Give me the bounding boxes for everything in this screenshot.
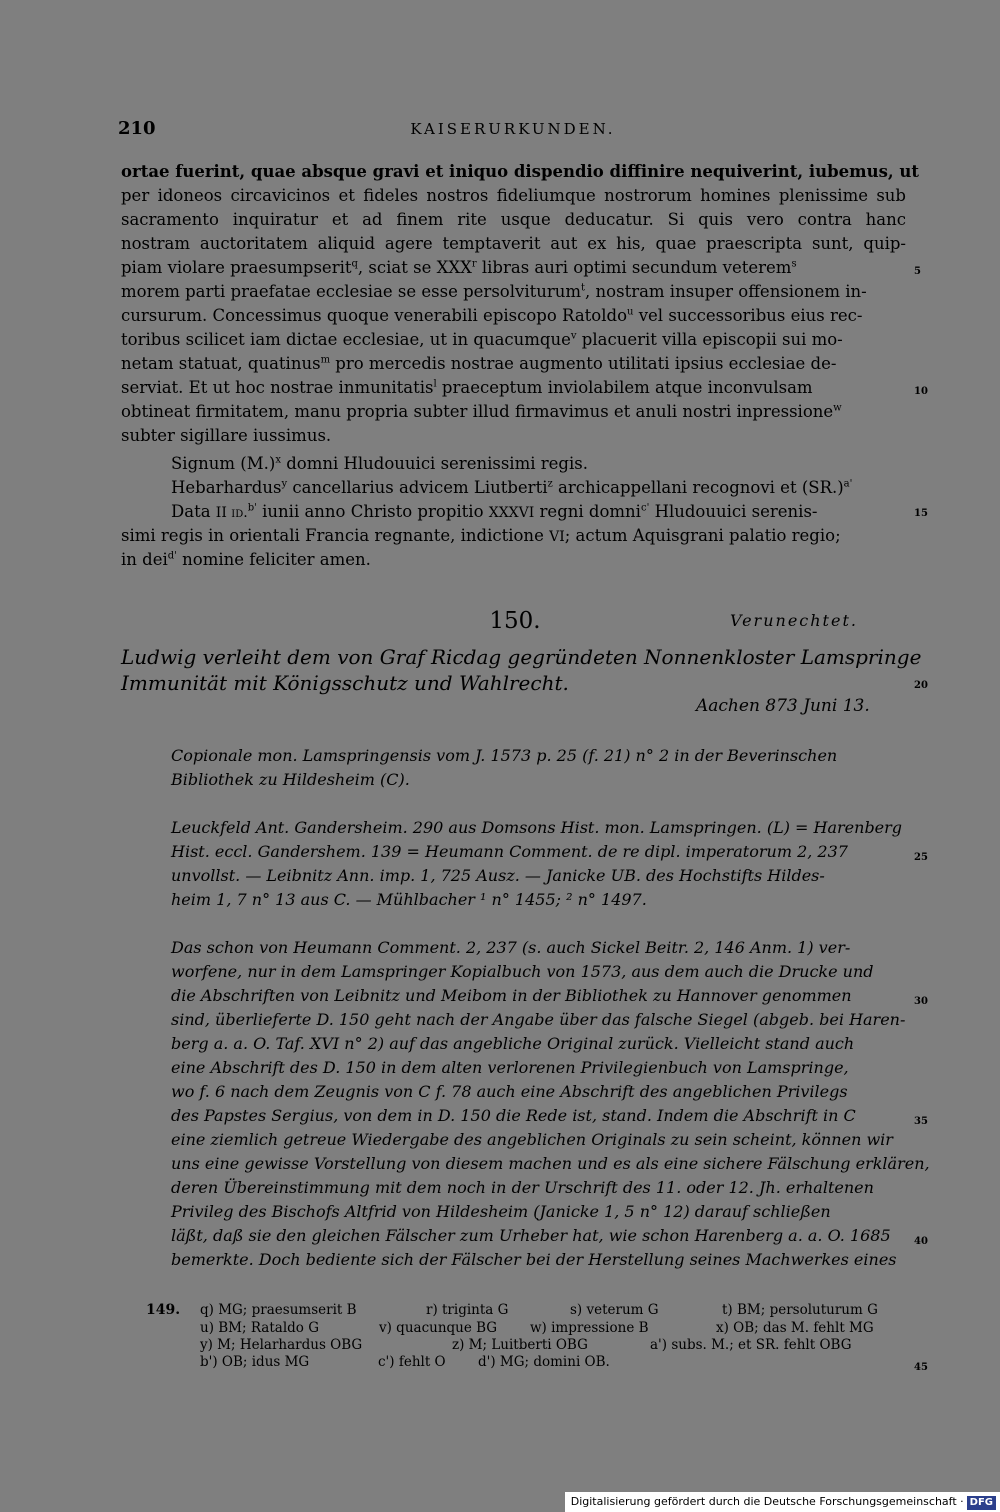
footnote-mark: m [320, 354, 331, 366]
text-fragment: simi regis in orientali Francia regnante, indictione [121, 526, 544, 545]
text-fragment: archicappellani recognovi et (SR.) [558, 478, 844, 497]
regest-line: Immunität mit Königsschutz und Wahlrecht. [121, 671, 569, 695]
dfg-logo: DFG [967, 1496, 996, 1510]
text-fragment: sciat se XXX [368, 258, 472, 277]
text-fragment: nomine feliciter amen. [182, 550, 371, 569]
footnote: s) veterum G [570, 1302, 659, 1318]
footnote-mark: u [627, 306, 634, 318]
footnote: r) triginta G [426, 1302, 509, 1318]
footnote: c') fehlt O [378, 1354, 446, 1370]
footnote-mark: y [281, 478, 288, 490]
text-fragment: cursurum. Concessimus quoque venerabili episcopo Ratoldo [121, 306, 628, 325]
footnote: v) quacunque BG [379, 1320, 498, 1336]
footnote-mark: c' [640, 502, 650, 514]
commentary-line: eine Abschrift des D. 150 in dem alten verlorenen Privilegienbuch von Lamspringe, [171, 1058, 849, 1077]
text-fragment: regni domni [539, 502, 641, 521]
text-line [121, 352, 906, 376]
text-line [121, 304, 906, 328]
line-number: 20 [914, 680, 928, 691]
commentary-line: Das schon von Heumann Comment. 2, 237 (s. auch Sickel Beitr. 2, 146 Anm. 1) ver- [171, 938, 851, 957]
text-fragment: cancellarius advicem Liutberti [292, 478, 548, 497]
text-fragment: placuerit villa episcopii sui mo- [581, 330, 843, 349]
footnote: d') MG; domini OB. [478, 1354, 610, 1370]
text-fragment: VI [549, 529, 565, 545]
commentary-line: die Abschriften von Leibnitz und Meibom in der Bibliothek zu Hannover genommen [171, 986, 852, 1005]
text-line [121, 328, 906, 352]
line-number: 30 [914, 996, 928, 1007]
text-line [121, 376, 906, 400]
line-number: 10 [914, 386, 928, 397]
footnote: u) BM; Rataldo G [200, 1320, 319, 1336]
text-fragment: ; actum Aquisgrani palatio regio; [564, 526, 841, 545]
line-number: 25 [914, 852, 928, 863]
text-fragment: Hebarhardus [171, 478, 282, 497]
commentary-line: sind, überlieferte D. 150 geht nach der Angabe über das falsche Siegel (abgeb. bei Haren- [171, 1010, 906, 1029]
line-number: 35 [914, 1116, 928, 1127]
footnote-mark: d' [167, 550, 177, 562]
footnote: w) impressione B [530, 1320, 649, 1336]
source-line: Bibliothek zu Hildesheim (C). [171, 770, 410, 789]
document-status: Verunechtet. [730, 611, 858, 630]
footnote: t) BM; persoluturum G [722, 1302, 878, 1318]
text-fragment: vel successoribus eius rec- [638, 306, 863, 325]
commentary-line: bemerkte. Doch bediente sich der Fälscher bei der Herstellung seines Machwerkes eines [171, 1250, 897, 1269]
line-number: 5 [914, 266, 921, 277]
text-fragment: morem parti praefatae ecclesiae se esse persolviturum [121, 282, 582, 301]
text-line [171, 500, 906, 525]
text-fragment: obtineat firmitatem, manu propria subter illud firmavimus et anuli nostri inpressione [121, 402, 834, 421]
footnote-mark: z [547, 478, 553, 490]
text-line [171, 452, 906, 476]
footnote-mark: b' [247, 502, 257, 514]
commentary-line: eine ziemlich getreue Wiedergabe des angeblichen Originals zu sein scheint, können wir [171, 1130, 893, 1149]
footnote-doc-number: 149. [146, 1302, 181, 1318]
page-number: 210 [118, 118, 156, 139]
commentary-line: uns eine gewisse Vorstellung von diesem machen und es als eine sichere Fälschung erklären, [171, 1154, 930, 1173]
text-line [171, 476, 906, 500]
footnote: x) OB; das M. fehlt MG [716, 1320, 874, 1336]
text-line: piam violare praesumpserit$^q$, sciat se XXX$^r$ libras auri optimi secundum veterem$^s$ [121, 258, 797, 277]
footnote: z) M; Luitberti OBG [452, 1337, 588, 1353]
commentary-line: des Papstes Sergius, von dem in D. 150 die Rede ist, stand. Indem die Abschrift in C [171, 1106, 856, 1125]
source-line: unvollst. — Leibnitz Ann. imp. 1, 725 Ausz. — Janicke UB. des Hochstifts Hildes- [171, 866, 825, 885]
text-fragment: iunii anno Christo propitio [262, 502, 484, 521]
text-fragment: praeceptum inviolabilem atque inconvulsam [441, 378, 813, 397]
regest-line: Ludwig verleiht dem von Graf Ricdag gegründeten Nonnenkloster Lamspringe [121, 645, 922, 669]
commentary-line: berg a. a. O. Taf. XVI n° 2) auf das angebliche Original zurück. Vielleicht stand auch [171, 1034, 855, 1053]
source-line: Leuckfeld Ant. Gandersheim. 290 aus Domsons Hist. mon. Lamspringen. (L) = Harenberg [171, 818, 903, 837]
text-fragment: piam violare praesumpserit [121, 258, 352, 277]
footnote: y) M; Helarhardus OBG [200, 1337, 363, 1353]
text-fragment: Data [171, 502, 211, 521]
footnote-mark: r [471, 258, 477, 270]
running-title: KAISERURKUNDEN. [410, 120, 616, 138]
text-fragment: toribus scilicet iam dictae ecclesiae, ut in quacumque [121, 330, 571, 349]
footnote-mark: s [791, 258, 797, 270]
footnote-mark: w [833, 402, 842, 414]
footnote-mark: v [570, 330, 577, 342]
document-number: 150. [489, 608, 541, 634]
footnote-mark: t [581, 282, 586, 294]
source-line: heim 1, 7 n° 13 aus C. — Mühlbacher ¹ n° 1455; ² n° 1497. [171, 890, 647, 909]
commentary-line: wo f. 6 nach dem Zeugnis von C f. 78 auch eine Abschrift des angeblichen Privilegs [171, 1082, 848, 1101]
commentary-line: worfene, nur in dem Lamspringer Kopialbuch von 1573, aus dem auch die Drucke und [171, 962, 874, 981]
text-line: per idoneos circavicinos et fideles nostros fideliumque nostrorum homines plenissime sub [121, 186, 906, 205]
text-line [121, 280, 906, 304]
text-line: nostram auctoritatem aliquid agere temptaverit aut ex his, quae praescripta sunt, quip- [121, 234, 906, 253]
text-fragment: XXXVI [488, 505, 535, 521]
page-header [118, 118, 908, 142]
text-line: ortae fuerint, quae absque gravi et iniquo dispendio diffinire nequiverint, iubemus, ut [121, 162, 919, 181]
footnote-mark: a' [843, 478, 853, 490]
text-line [121, 524, 906, 549]
text-line: subter sigillare iussimus. [121, 426, 332, 445]
text-line: sacramento inquiratur et ad finem rite usque deducatur. Si quis vero contra hanc [121, 210, 906, 229]
footnote-mark: x [275, 454, 281, 466]
text-fragment: netam statuat, quatinus [121, 354, 321, 373]
dfg-banner [565, 1492, 1000, 1512]
footnote: q) MG; praesumserit B [200, 1302, 357, 1318]
text-fragment: in dei [121, 550, 168, 569]
text-fragment: , nostram insuper offensionem in- [585, 282, 867, 301]
source-line: Hist. eccl. Gandershem. 139 = Heumann Comment. de re dipl. imperatorum 2, 237 [171, 842, 848, 861]
text-fragment: domni Hludouuici serenissimi regis. [286, 454, 588, 473]
commentary-line: Privileg des Bischofs Altfrid von Hildesheim (Janicke 1, 5 n° 12) darauf schließen [171, 1202, 831, 1221]
commentary-line: deren Übereinstimmung mit dem noch in der Urschrift des 11. oder 12. Jh. erhaltenen [171, 1178, 874, 1197]
text-line [121, 400, 906, 424]
text-fragment: Hludouuici serenis- [654, 502, 818, 521]
footnote-mark: l [433, 378, 437, 390]
footnote: a') subs. M.; et SR. fehlt OBG [650, 1337, 852, 1353]
text-fragment: II id. [215, 505, 248, 521]
text-line [121, 548, 906, 572]
line-number: 15 [914, 508, 928, 519]
banner-text: Digitalisierung gefördert durch die Deutsche Forschungsgemeinschaft · [570, 1495, 964, 1508]
line-number: 45 [914, 1362, 928, 1373]
line-number: 40 [914, 1236, 928, 1247]
text-fragment: Signum (M.) [171, 454, 276, 473]
commentary-line: läßt, daß sie den gleichen Fälscher zum Urheber hat, wie schon Harenberg a. a. O. 1685 [171, 1226, 891, 1245]
source-line: Copionale mon. Lamspringensis vom J. 1573 p. 25 (f. 21) n° 2 in der Beverinschen [171, 746, 838, 765]
footnote-mark: q [351, 258, 358, 270]
footnote: b') OB; idus MG [200, 1354, 310, 1370]
document-date: Aachen 873 Juni 13. [696, 696, 870, 716]
text-fragment: libras auri optimi secundum veterem [481, 258, 792, 277]
text-fragment: pro mercedis nostrae augmento utilitati ipsius ecclesiae de- [335, 354, 837, 373]
text-fragment: serviat. Et ut hoc nostrae inmunitatis [121, 378, 434, 397]
